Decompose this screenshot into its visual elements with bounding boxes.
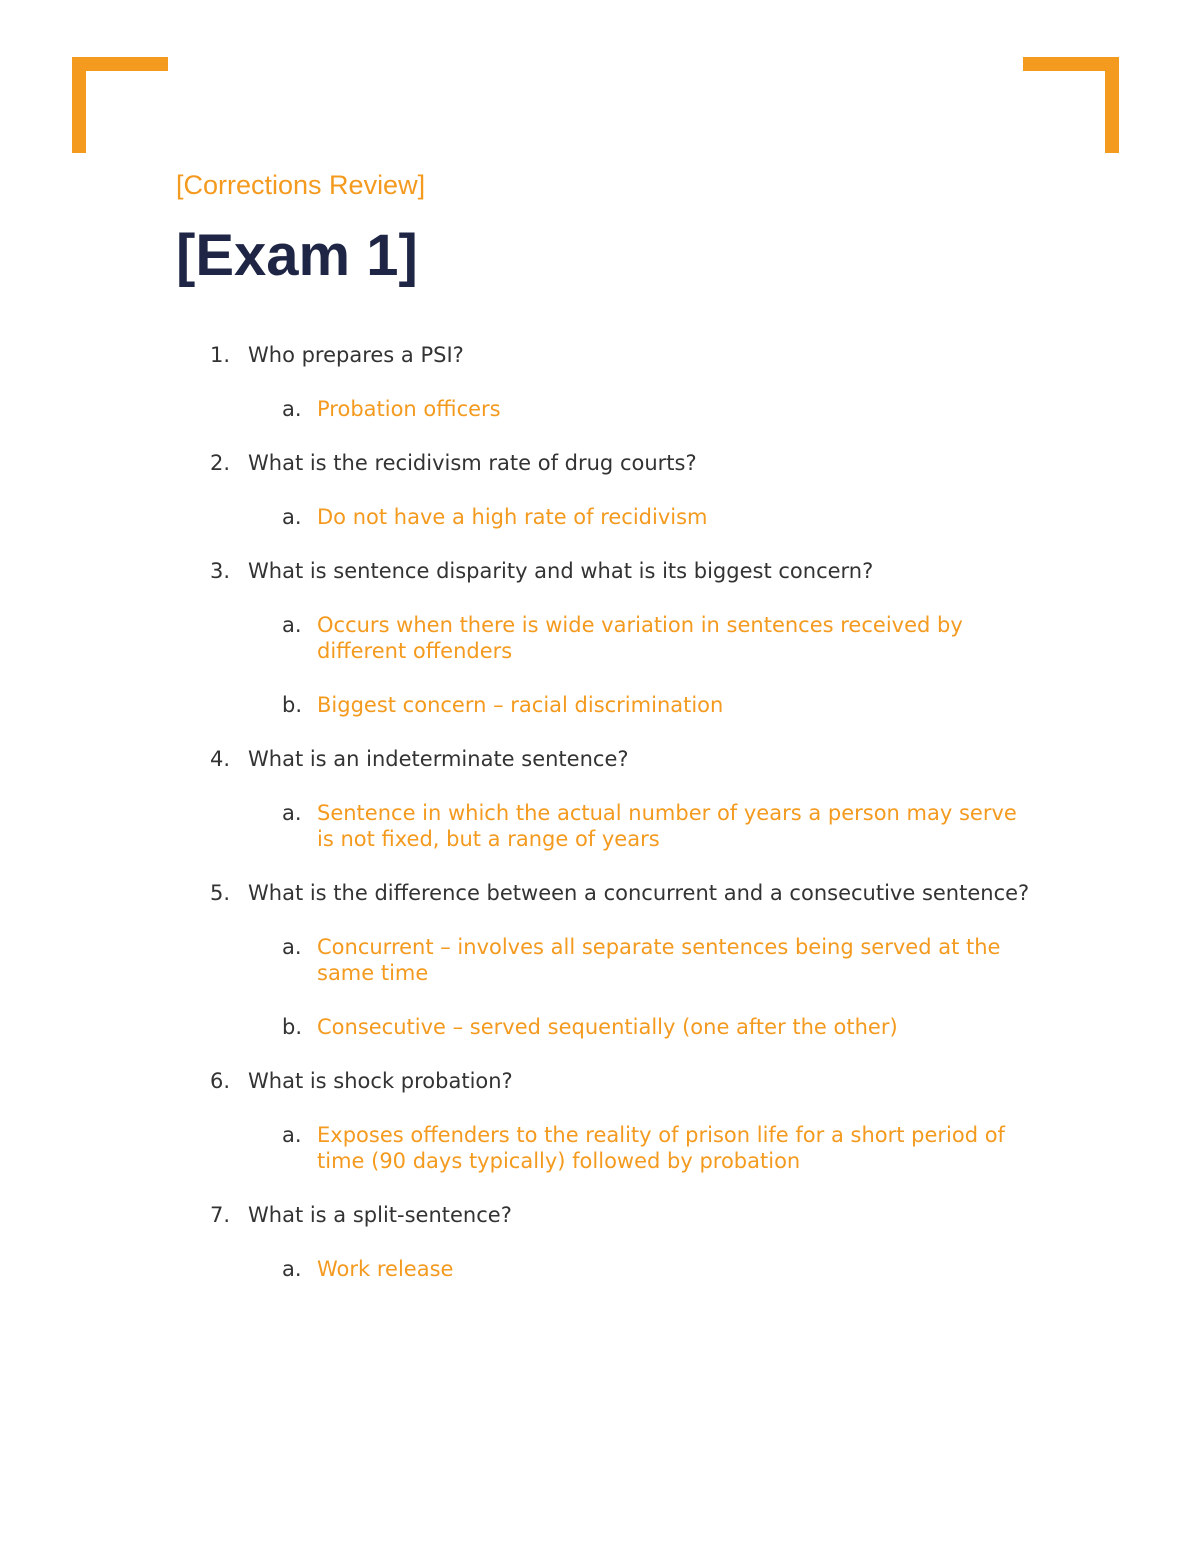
corner-bracket-top-right-vertical — [1105, 57, 1119, 153]
question-list — [176, 342, 1036, 1310]
question-item — [176, 558, 1036, 584]
answer-text: Sentence in which the actual number of years a person may serve is not fixed, but a range of years — [317, 801, 1017, 851]
question-item — [176, 746, 1036, 772]
answer-letter: a. — [282, 397, 302, 421]
document-subtitle: [Corrections Review] — [176, 170, 426, 200]
answer-text: Occurs when there is wide variation in sentences received by different offenders — [317, 613, 963, 663]
answer-item — [176, 396, 1036, 422]
question-text: What is shock probation? — [248, 1069, 513, 1093]
answer-item — [176, 800, 1036, 852]
answer-text: Exposes offenders to the reality of prison life for a short period of time (90 days typically) followed by probation — [317, 1123, 1005, 1173]
answer-item — [176, 1014, 1036, 1040]
question-item — [176, 450, 1036, 476]
question-number: 6. — [210, 1069, 231, 1093]
answer-letter: a. — [282, 505, 302, 529]
answer-text: Do not have a high rate of recidivism — [317, 505, 708, 529]
question-number: 7. — [210, 1203, 231, 1227]
answer-text: Concurrent – involves all separate sentences being served at the same time — [317, 935, 1001, 985]
answer-item — [176, 934, 1036, 986]
question-number: 1. — [210, 343, 231, 367]
answer-item — [176, 612, 1036, 664]
answer-text: Work release — [317, 1257, 454, 1281]
question-number: 3. — [210, 559, 231, 583]
answer-item — [176, 1122, 1036, 1174]
document-title: [Exam 1] — [176, 223, 418, 288]
question-text: What is the recidivism rate of drug courts? — [248, 451, 697, 475]
answer-letter: a. — [282, 1257, 302, 1281]
corner-bracket-top-left-horizontal — [72, 57, 168, 71]
question-text: What is an indeterminate sentence? — [248, 747, 629, 771]
question-text: Who prepares a PSI? — [248, 343, 464, 367]
answer-letter: b. — [282, 693, 303, 717]
answer-letter: a. — [282, 1123, 302, 1147]
answer-text: Consecutive – served sequentially (one after the other) — [317, 1015, 898, 1039]
question-item — [176, 1068, 1036, 1094]
answer-letter: b. — [282, 1015, 303, 1039]
answer-item — [176, 1256, 1036, 1282]
question-text: What is a split-sentence? — [248, 1203, 512, 1227]
answer-item — [176, 692, 1036, 718]
answer-letter: a. — [282, 935, 302, 959]
answer-letter: a. — [282, 801, 302, 825]
corner-bracket-top-left-vertical — [72, 57, 86, 153]
question-number: 4. — [210, 747, 231, 771]
question-number: 2. — [210, 451, 231, 475]
question-item — [176, 342, 1036, 368]
answer-text: Probation officers — [317, 397, 501, 421]
question-number: 5. — [210, 881, 231, 905]
answer-letter: a. — [282, 613, 302, 637]
question-text: What is sentence disparity and what is its biggest concern? — [248, 559, 874, 583]
question-item — [176, 880, 1036, 906]
question-item — [176, 1202, 1036, 1228]
answer-text: Biggest concern – racial discrimination — [317, 693, 724, 717]
question-text: What is the difference between a concurrent and a consecutive sentence? — [248, 881, 1030, 905]
answer-item — [176, 504, 1036, 530]
